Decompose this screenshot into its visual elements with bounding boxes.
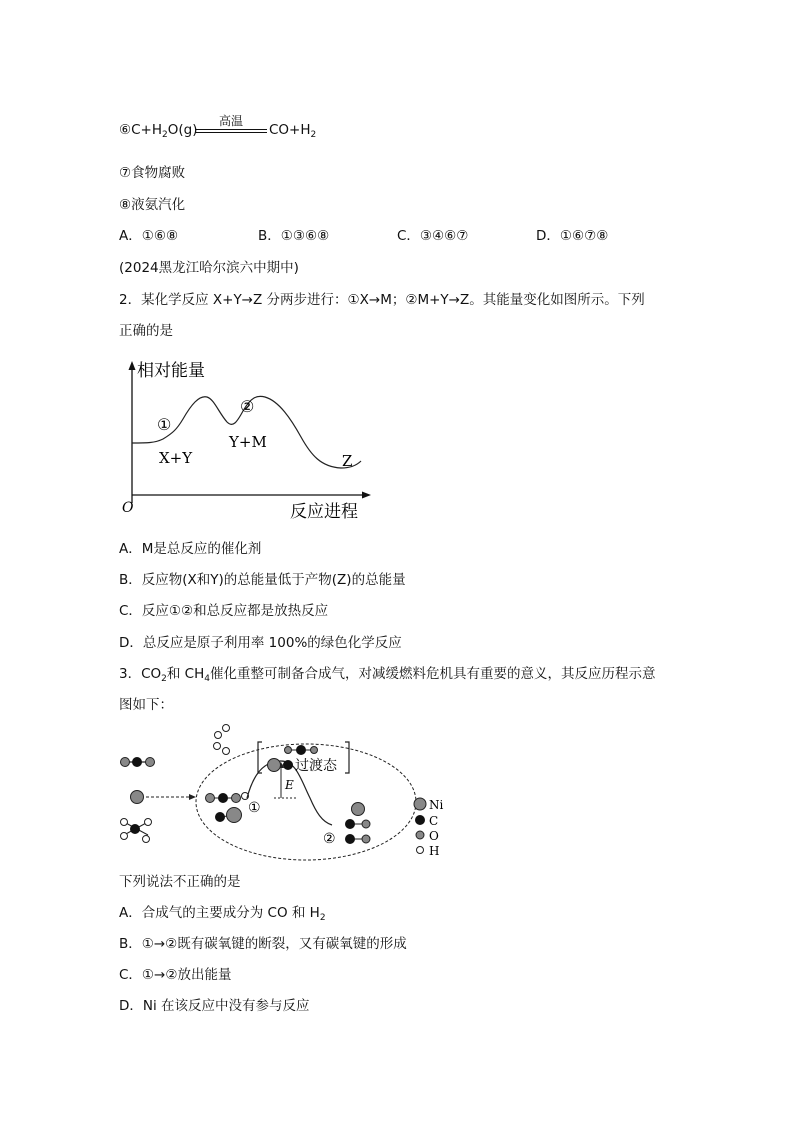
equals-bar-top <box>195 129 267 130</box>
origin-label: O <box>122 500 134 516</box>
q1-option-a[interactable]: A．①⑥⑧ <box>119 228 179 244</box>
q2-option-c[interactable]: C．反应①②和总反应都是放热反应 <box>119 603 329 619</box>
ch4-molecule <box>121 819 152 843</box>
reaction-condition: 高温 <box>219 114 244 128</box>
q1-option-b[interactable]: B．①③⑥⑧ <box>258 228 330 244</box>
ni-atom <box>131 791 144 804</box>
state2-marker: ② <box>323 831 336 847</box>
energy-diagram <box>115 355 380 525</box>
transition-state-label: 过渡态 <box>295 758 337 774</box>
q2-option-b[interactable]: B．反应物(X和Y)的总能量低于产物(Z)的总能量 <box>119 572 406 588</box>
legend-c: C <box>429 814 439 828</box>
q3-option-c[interactable]: C．①→②放出能量 <box>119 967 232 983</box>
x-axis-label: 反应进程 <box>290 502 358 522</box>
equation-rhs: $CO+H_2$ <box>269 122 317 140</box>
legend-o: O <box>429 829 439 843</box>
q2-stem-line2: 正确的是 <box>119 323 173 339</box>
q2-stem-line1: 2．某化学反应 X+Y→Z 分两步进行：①X→M；②M+Y→Z。其能量变化如图所示。下列 <box>119 292 645 308</box>
reaction-mechanism-diagram <box>110 718 455 868</box>
energy-label: E <box>285 778 294 792</box>
step1-marker: ① <box>157 415 172 434</box>
legend-ni: Ni <box>429 798 444 812</box>
legend-ni-icon <box>414 798 426 810</box>
legend-h: H <box>429 844 440 858</box>
q3-stem-line2: 图如下： <box>119 697 173 713</box>
q3-option-d[interactable]: D．Ni 在该反应中没有参与反应 <box>119 998 310 1014</box>
legend-c-icon <box>415 815 425 825</box>
item-8: ⑧液氨汽化 <box>119 197 186 213</box>
step2-marker: ② <box>240 397 255 416</box>
legend-h-icon <box>417 847 424 854</box>
q2-option-a[interactable]: A．M是总反应的催化剂 <box>119 541 262 557</box>
products <box>345 803 370 845</box>
legend-o-icon <box>416 831 424 839</box>
q2-source: (2024黑龙江哈尔滨六中期中) <box>119 260 299 276</box>
atom-legend <box>414 798 444 858</box>
q1-options <box>119 226 608 246</box>
y-axis-arrow-icon <box>129 361 136 370</box>
x-axis-arrow-icon <box>362 492 371 499</box>
item-7: ⑦食物腐败 <box>119 165 186 181</box>
label-y-plus-m: Y+M <box>229 433 267 451</box>
adsorbed-reactants <box>206 793 249 823</box>
y-axis-label: 相对能量 <box>137 361 205 381</box>
equation-lhs: $⑥C+H_2O(g)$ <box>119 122 198 140</box>
q3-question: 下列说法不正确的是 <box>119 874 241 890</box>
h2-molecules <box>214 725 230 755</box>
q3-option-b[interactable]: B．①→②既有碳氧键的断裂，又有碳氧键的形成 <box>119 936 407 952</box>
equals-bar-bottom <box>195 132 267 133</box>
co2-molecule <box>121 757 155 767</box>
q2-option-d[interactable]: D．总反应是原子利用率 100%的绿色化学反应 <box>119 635 402 651</box>
q3-option-a[interactable]: A．合成气的主要成分为 CO 和 $H_2$ <box>119 905 326 923</box>
q3-stem-line1: 3．$CO_2$和 $CH_4$催化重整可制备合成气，对减缓燃料危机具有重要的意义，其反应历程示意 <box>119 666 656 684</box>
label-x-plus-y: X+Y <box>159 449 193 467</box>
q1-option-d[interactable]: D．①⑥⑦⑧ <box>536 228 609 244</box>
state1-marker: ① <box>248 800 261 816</box>
q1-option-c[interactable]: C．③④⑥⑦ <box>397 228 469 244</box>
label-z: Z <box>342 452 353 470</box>
dashed-arrow-icon <box>189 794 196 800</box>
